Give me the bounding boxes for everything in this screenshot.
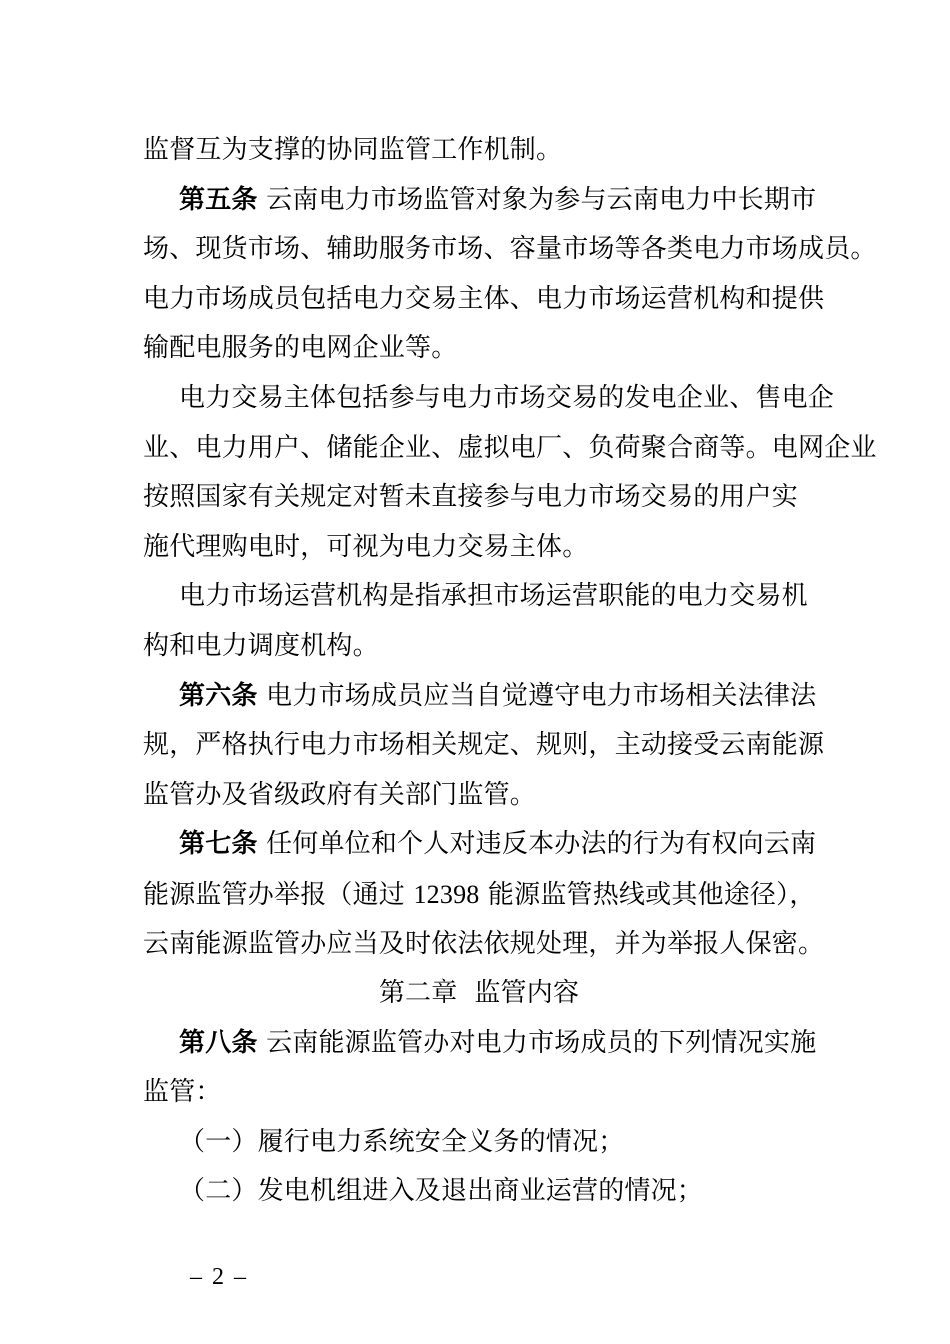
text-line: 电力市场成员包括电力交易主体、电力市场运营机构和提供 [143, 283, 825, 314]
article-label: 第五条 [179, 184, 258, 215]
text-line: 场、现货市场、辅助服务市场、容量市场等各类电力市场成员。 [143, 234, 877, 265]
list-item: （一）履行电力系统安全义务的情况； [179, 1126, 625, 1157]
text-line: 云南能源监管办应当及时依法依规处理，并为举报人保密。 [143, 928, 825, 959]
text-line: 能源监管办举报（通过 12398 能源监管热线或其他途径）， [143, 879, 816, 910]
article-6-line: 第六条 电力市场成员应当自觉遵守电力市场相关法律法 [179, 680, 817, 711]
article-label: 第八条 [179, 1027, 258, 1058]
paragraph-start-line: 电力市场运营机构是指承担市场运营职能的电力交易机 [179, 581, 808, 612]
text-line: 监管办及省级政府有关部门监管。 [143, 779, 537, 810]
page-number: – 2 – [190, 1264, 248, 1290]
text-line: 输配电服务的电网企业等。 [143, 333, 458, 364]
article-label: 第六条 [179, 680, 258, 711]
text-line: 按照国家有关规定对暂未直接参与电力市场交易的用户实 [143, 482, 799, 513]
hotline-number: 12398 [413, 879, 480, 909]
article-7-line: 第七条 任何单位和个人对违反本办法的行为有权向云南 [179, 829, 817, 860]
text-line: 监管： [143, 1077, 222, 1108]
article-5-line: 第五条 云南电力市场监管对象为参与云南电力中长期市 [179, 184, 817, 215]
text-line-1: 监督互为支撑的协同监管工作机制。 [143, 135, 563, 165]
document-body [143, 126, 877, 1217]
text-line: 规，严格执行电力市场相关规定、规则，主动接受云南能源 [143, 730, 825, 761]
text-line: 施代理购电时，可视为电力交易主体。 [143, 531, 589, 562]
article-label: 第七条 [179, 829, 258, 860]
text-line: 业、电力用户、储能企业、虚拟电厂、负荷聚合商等。电网企业 [143, 432, 877, 463]
article-8-line: 第八条 云南能源监管办对电力市场成员的下列情况实施 [179, 1027, 817, 1058]
list-item: （二）发电机组进入及退出商业运营的情况； [179, 1176, 704, 1207]
paragraph-start-line: 电力交易主体包括参与电力市场交易的发电企业、售电企 [179, 382, 835, 413]
chapter-heading: 第二章 监管内容 [378, 978, 580, 1009]
text-line: 构和电力调度机构。 [143, 630, 379, 661]
